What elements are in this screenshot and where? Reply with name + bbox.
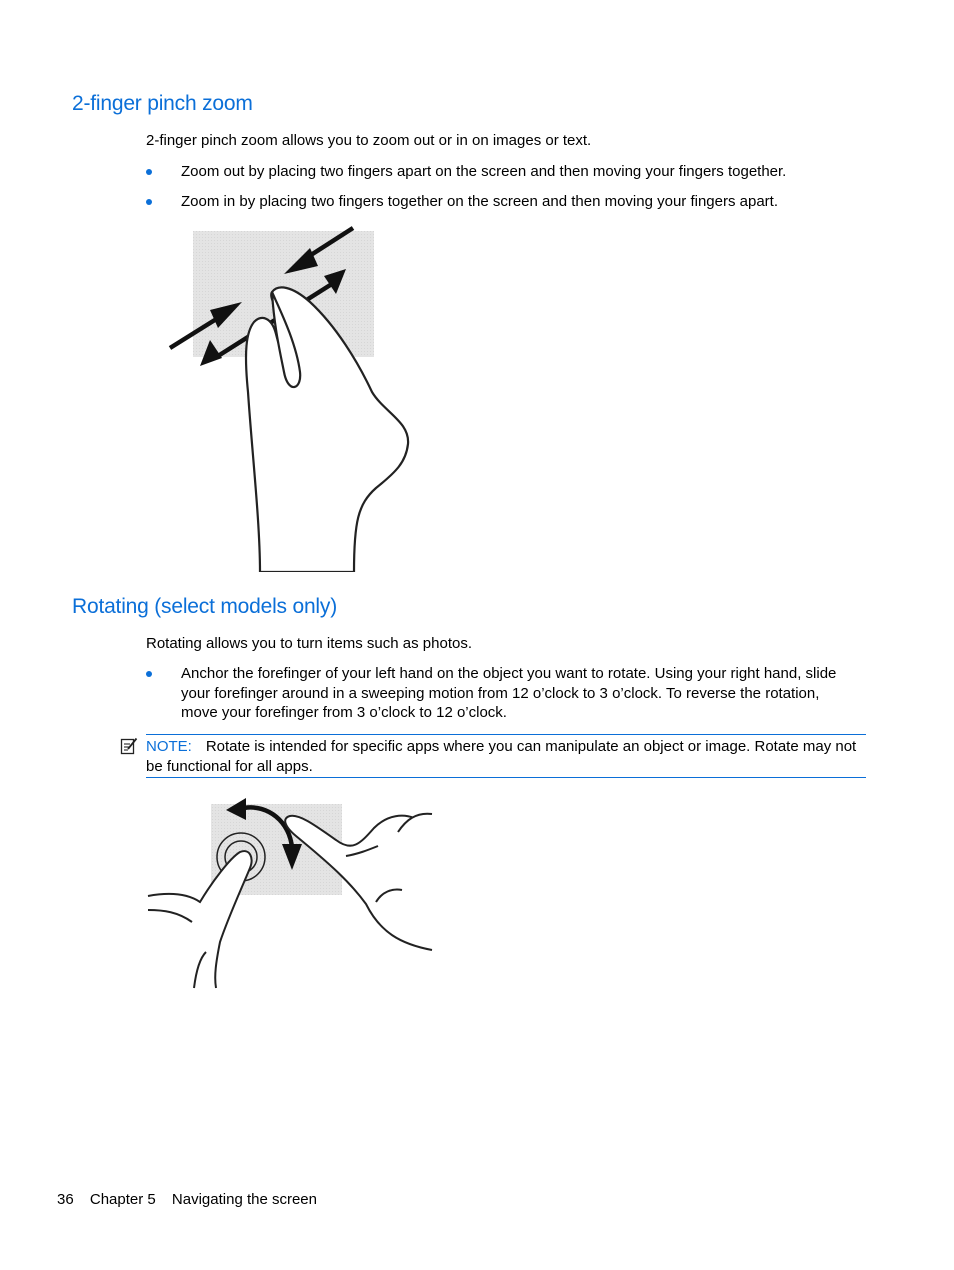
note-content (146, 737, 861, 776)
note-box (146, 734, 866, 778)
bullet-dot-icon (146, 199, 152, 205)
rotate-illustration (140, 792, 440, 992)
section-heading-pinch-zoom: 2-finger pinch zoom (72, 92, 253, 115)
bullet-text: Anchor the forefinger of your left hand on the object you want to rotate. Using your right hand, slide your forefinger around in a sweeping motion from 12 o’clock to 3 o’clock. To reverse the rotation, move your forefinger from 3 o’clock to 12 o’clock. (181, 665, 837, 721)
bullet-text: Zoom in by placing two fingers together on the screen and then moving your fingers apart. (181, 193, 779, 210)
left-hand-icon (148, 851, 252, 988)
bullet-dot-icon (146, 169, 152, 175)
note-label: NOTE: (146, 738, 192, 755)
page-number: 36 (57, 1191, 74, 1208)
footer-chapter-title: Navigating the screen (171, 1191, 317, 1208)
rotating-intro: Rotating allows you to turn items such as photos. (146, 635, 473, 652)
note-icon (120, 737, 138, 755)
note-text: Rotate is intended for specific apps where you can manipulate an object or image. Rotate may not be functional for all apps. (146, 738, 857, 775)
pinch-zoom-intro: 2-finger pinch zoom allows you to zoom out or in on images or text. (146, 132, 592, 149)
section-heading-rotating: Rotating (select models only) (72, 595, 337, 618)
pinch-zoom-illustration (160, 222, 420, 572)
bullet-text: Zoom out by placing two fingers apart on the screen and then moving your fingers together. (181, 163, 787, 180)
bullet-dot-icon (146, 671, 152, 677)
page-footer (57, 1191, 329, 1208)
footer-chapter: Chapter 5 (89, 1191, 156, 1208)
hand-pinch-icon (246, 287, 408, 572)
